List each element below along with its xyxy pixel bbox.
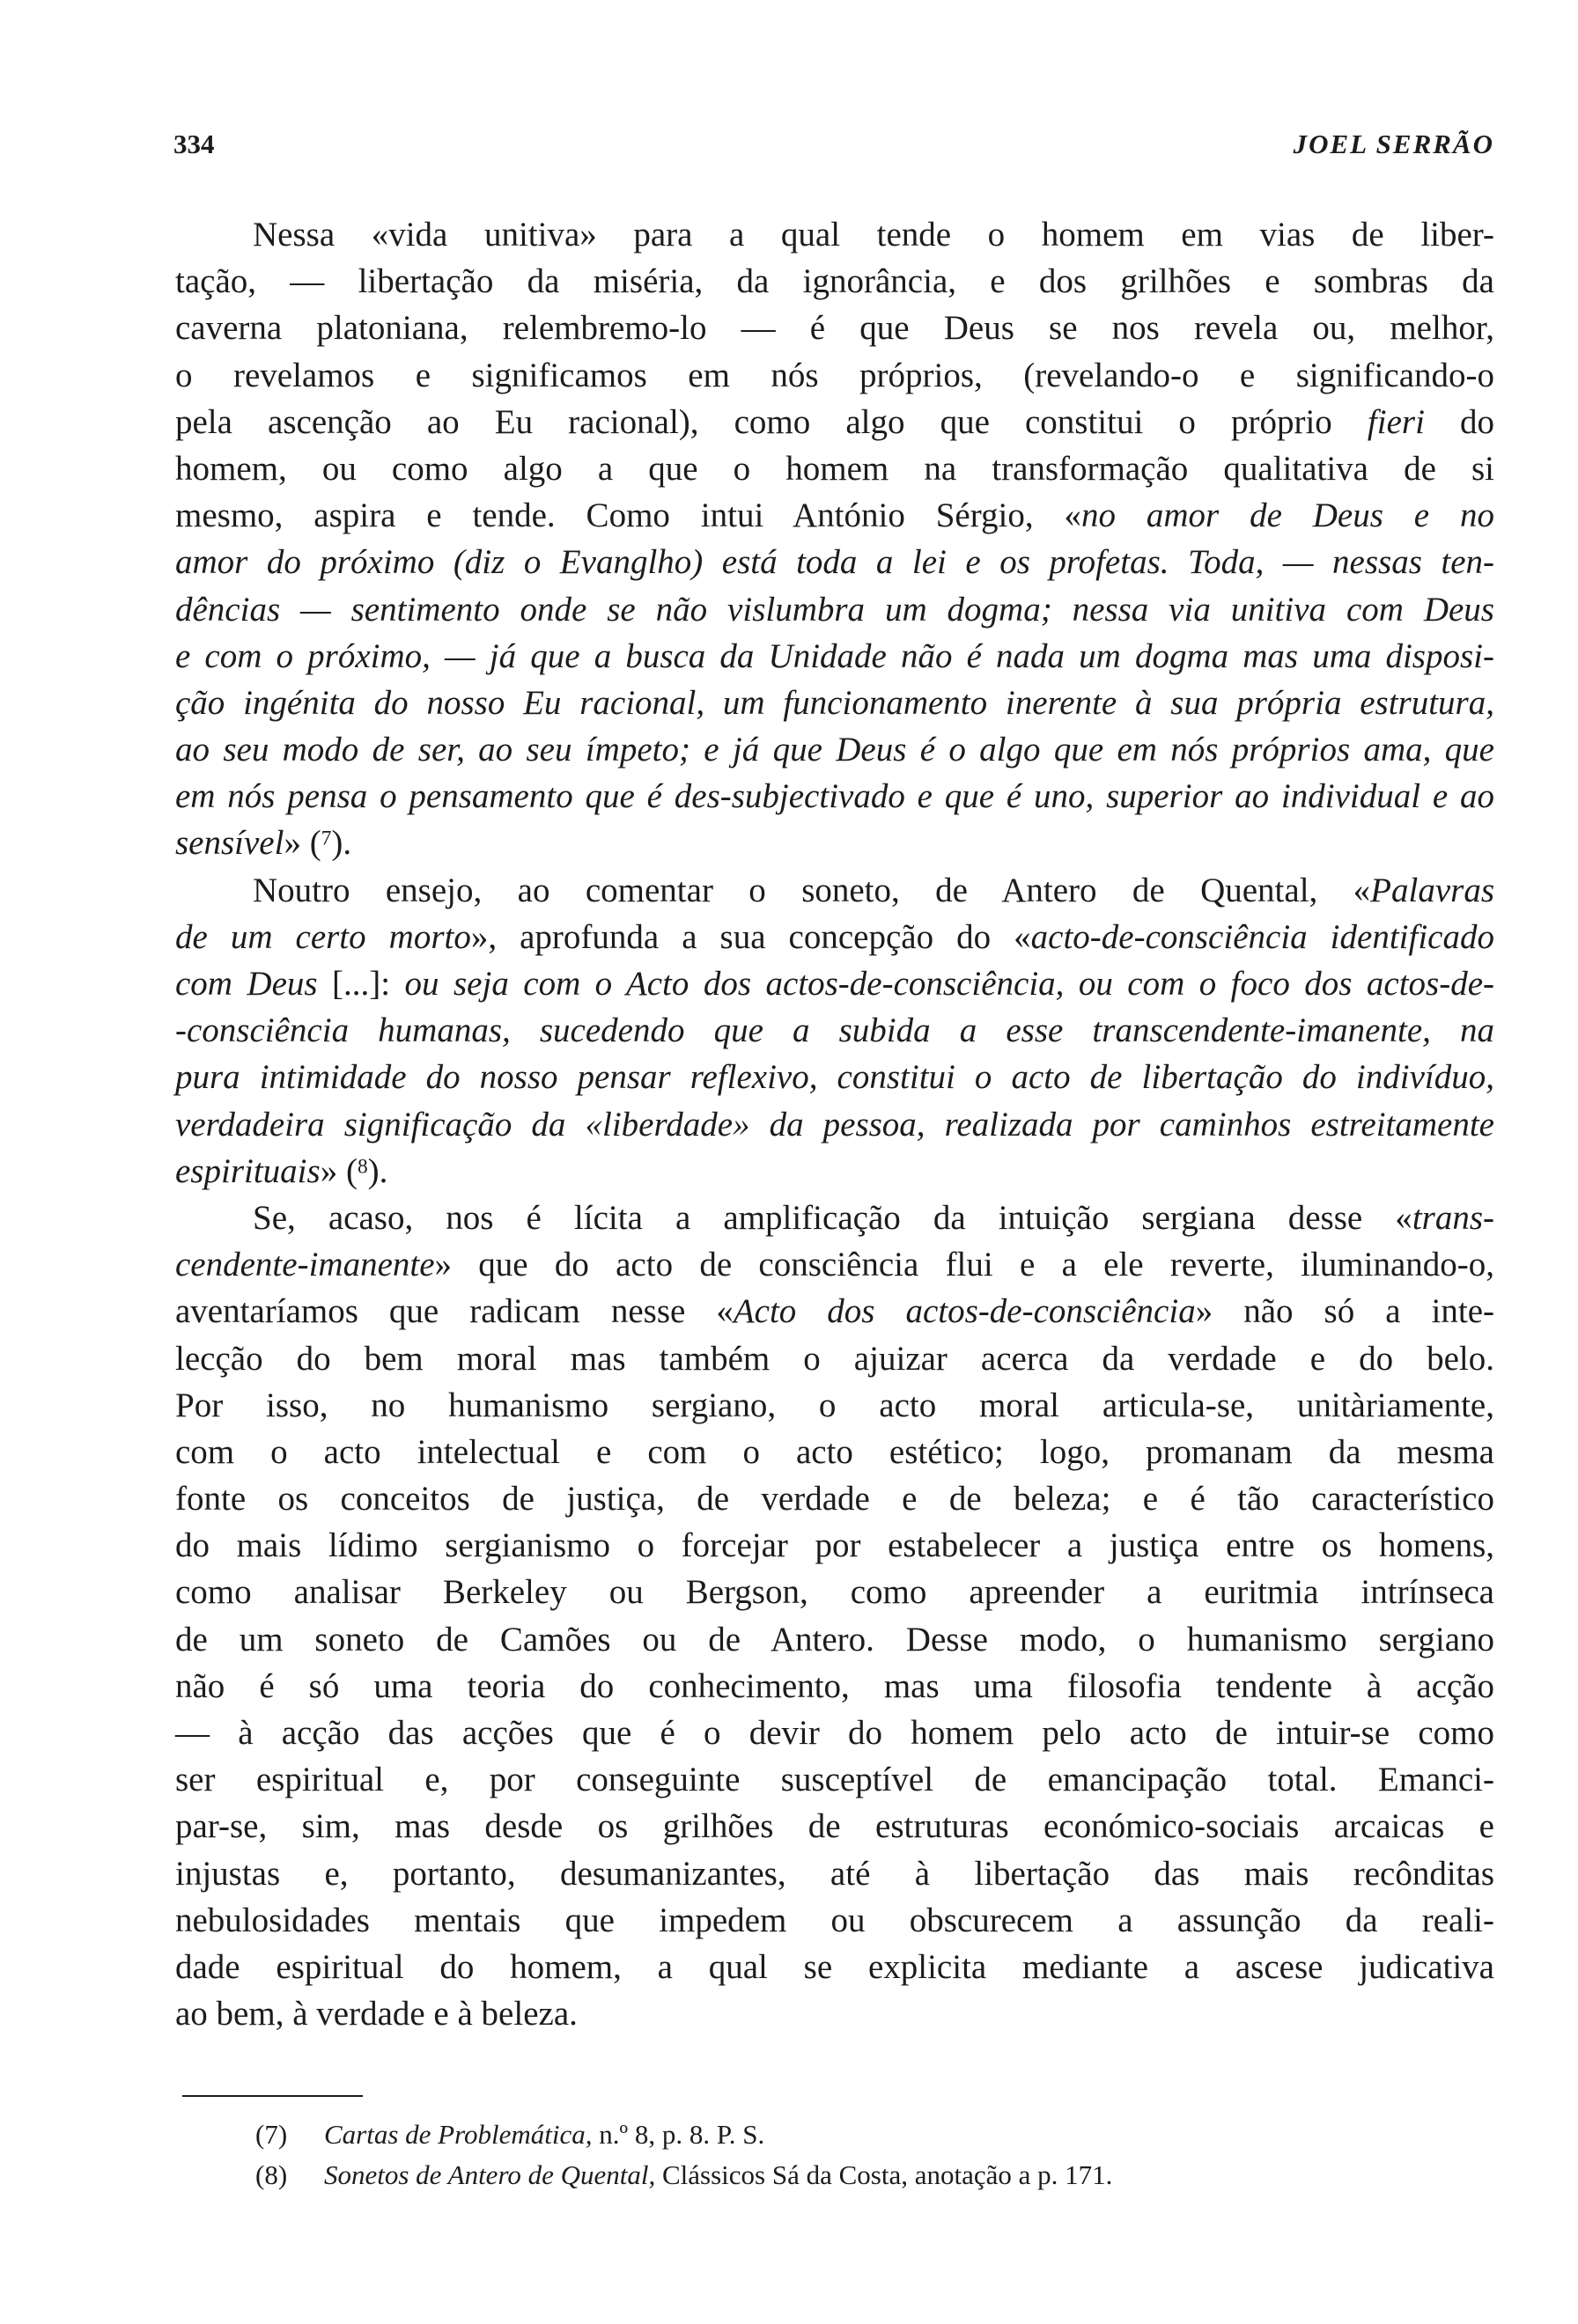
text-line xyxy=(175,820,1494,866)
italic-run: cendente-imanente xyxy=(175,1246,435,1284)
text-line: ção ingénita do nosso Eu racional, um funcionamento inerente à sua própria estrutura, xyxy=(175,683,1494,722)
text-line: dade espiritual do homem, a qual se explicita mediante a ascese judicativa xyxy=(175,1947,1494,1986)
text-run: ). xyxy=(367,1151,388,1190)
text-line xyxy=(175,960,1494,1007)
italic-run: Acto dos actos-de-consciência xyxy=(733,1292,1196,1331)
text-line: verdadeira significação da «liberdade» da pessoa, realizada por caminhos estreitamente xyxy=(175,1105,1494,1144)
italic-run: espirituais xyxy=(175,1151,321,1190)
italic-run: fieri xyxy=(1367,402,1425,441)
text-line xyxy=(175,1195,1494,1241)
footnote-detail: Clássicos Sá da Costa, anotação a p. 171. xyxy=(655,2159,1113,2190)
text-line: tação, — libertação da miséria, da ignorância, e dos grilhões e sombras da xyxy=(175,262,1494,301)
page-number: 334 xyxy=(173,129,215,159)
footnote-ref: 7 xyxy=(321,827,332,850)
text-line: nebulosidades mentais que impedem ou obscurecem a assunção da reali- xyxy=(175,1901,1494,1939)
footnote-detail: n.º 8, p. 8. P. S. xyxy=(592,2119,765,2150)
text-line: par-se, sim, mas desde os grilhões de estruturas económico-sociais arcaicas e xyxy=(175,1807,1494,1846)
footnote-mark: (7) xyxy=(255,2119,288,2150)
text-line: não é só uma teoria do conhecimento, mas uma filosofia tendente à acção xyxy=(175,1666,1494,1705)
text-run: » não só a inte- xyxy=(1195,1292,1495,1331)
text-line: como analisar Berkeley ou Bergson, como apreender a euritmia intrínseca xyxy=(175,1573,1494,1612)
text-run: mesmo, aspira e tende. Como intui António Sérgio, « xyxy=(175,496,1081,535)
text-line: -consciência humanas, sucedendo que a subida a esse transcendente-imanente, na xyxy=(175,1011,1494,1050)
text-line: amor do próximo (diz o Evanglho) está toda a lei e os profetas. Toda, — nessas ten- xyxy=(175,543,1494,582)
text-line: e com o próximo, — já que a busca da Unidade não é nada um dogma mas uma disposi- xyxy=(175,636,1494,675)
text-line: ao bem, à verdade e à beleza. xyxy=(175,1995,578,2034)
text-line: em nós pensa o pensamento que é des-subjectivado e que é uno, superior ao individual e ao xyxy=(175,777,1494,816)
text-run: » ( xyxy=(284,824,321,863)
text-line: de um soneto de Camões ou de Antero. Desse modo, o humanismo sergiano xyxy=(175,1620,1494,1658)
footnote-source-title: Cartas de Problemática, xyxy=(324,2119,593,2150)
text-line: o revelamos e significamos em nós próprios, (revelando-o e significando-o xyxy=(175,356,1494,394)
footnote-mark: (8) xyxy=(255,2159,288,2190)
text-line: ser espiritual e, por conseguinte susceptível de emancipação total. Emanci- xyxy=(175,1761,1494,1799)
running-head: JOEL SERRÃO xyxy=(1293,129,1494,159)
text-run: [...]: xyxy=(317,965,405,1003)
italic-run: acto-de-consciência identificado xyxy=(1030,917,1494,956)
footnote-8 xyxy=(255,2155,1400,2195)
footnotes xyxy=(255,2114,1400,2195)
text-run: pela ascenção ao Eu racional), como algo que constitui o próprio xyxy=(175,402,1368,441)
text-line: ao seu modo de ser, ao seu ímpeto; e já que Deus é o algo que em nós próprios ama, que xyxy=(175,731,1494,769)
text-line xyxy=(175,1288,1494,1335)
text-line xyxy=(175,914,1494,960)
italic-run: sensível xyxy=(175,824,284,863)
text-line: Por isso, no humanismo sergiano, o acto moral articula-se, unitàriamente, xyxy=(175,1386,1494,1424)
text-run: ). xyxy=(331,824,352,863)
text-run: » ( xyxy=(320,1151,358,1190)
text-run: » que do acto de consciência flui e a ele reverte, iluminando-o, xyxy=(434,1246,1494,1284)
text-line xyxy=(175,399,1494,445)
text-line: caverna platoniana, relembremo-lo — é que Deus se nos revela ou, melhor, xyxy=(175,309,1494,348)
italic-run: Palavras xyxy=(1370,871,1494,909)
text-line xyxy=(175,492,1494,539)
text-line: homem, ou como algo a que o homem na transformação qualitativa de si xyxy=(175,449,1494,488)
footnote-7 xyxy=(255,2114,1400,2155)
text-line: fonte os conceitos de justiça, de verdade e de beleza; e é tão característico xyxy=(175,1480,1494,1519)
text-line: — à acção das acções que é o devir do homem pelo acto de intuir-se como xyxy=(175,1714,1494,1752)
italic-run: no amor de Deus e no xyxy=(1080,496,1494,535)
footnote-source-title: Sonetos de Antero de Quental, xyxy=(324,2159,656,2190)
text-run: Noutro ensejo, ao comentar o soneto, de Antero de Quental, « xyxy=(253,871,1371,909)
text-line xyxy=(175,867,1494,914)
footnote-divider xyxy=(182,2095,363,2097)
italic-run: com Deus xyxy=(175,965,318,1003)
footnote-ref: 8 xyxy=(357,1155,368,1179)
body-text xyxy=(175,211,1494,2037)
text-line: do mais lídimo sergianismo o forcejar por estabelecer a justiça entre os homens, xyxy=(175,1526,1494,1565)
text-run: Se, acaso, nos é lícita a amplificação da intuição sergiana desse « xyxy=(253,1198,1412,1237)
italic-run: de um certo morto xyxy=(175,917,471,956)
text-run: », aprofunda a sua concepção do « xyxy=(470,917,1031,956)
text-line: dências — sentimento onde se não vislumbra um dogma; nessa via unitiva com Deus xyxy=(175,590,1494,629)
text-line: lecção do bem moral mas também o ajuizar acerca da verdade e do belo. xyxy=(175,1339,1494,1378)
italic-run: trans- xyxy=(1412,1198,1494,1237)
text-line: injustas e, portanto, desumanizantes, até à libertação das mais recônditas xyxy=(175,1854,1494,1893)
text-line: pura intimidade do nosso pensar reflexivo, constitui o acto de libertação do indivíduo, xyxy=(175,1058,1494,1097)
text-line: Nessa «vida unitiva» para a qual tende o homem em vias de liber- xyxy=(253,216,1494,254)
text-run: do xyxy=(1424,402,1494,441)
text-line xyxy=(175,1241,1494,1288)
text-line xyxy=(175,1148,1494,1195)
italic-run: ou seja com o Acto dos actos-de-consciência, ou com o foco dos actos-de- xyxy=(404,965,1494,1003)
text-line: com o acto intelectual e com o acto estético; logo, promanam da mesma xyxy=(175,1432,1494,1471)
page-header xyxy=(173,129,1494,173)
text-run: aventaríamos que radicam nesse « xyxy=(175,1292,734,1331)
